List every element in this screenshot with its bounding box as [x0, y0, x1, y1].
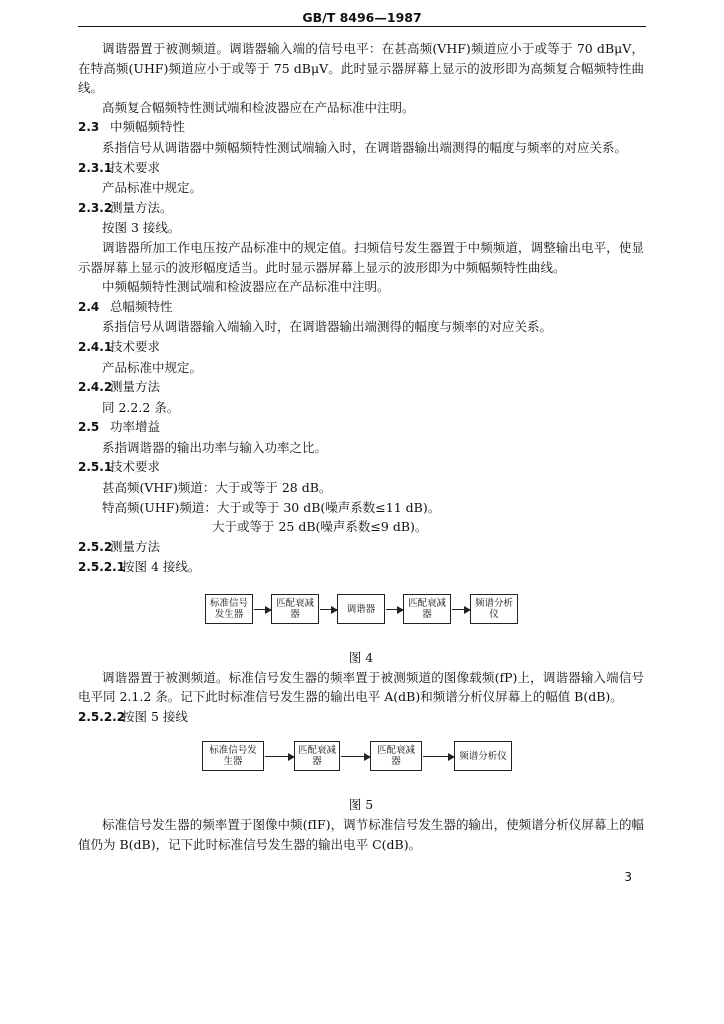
section-number: 2.5.2: [78, 539, 113, 554]
figure-caption: 图 5: [348, 797, 374, 813]
section-heading: [78, 557, 644, 578]
section-title: 功率增益: [110, 419, 161, 435]
paragraph: 高频复合幅频特性测试端和检波器应在产品标准中注明。: [102, 99, 415, 115]
section-heading: [78, 457, 644, 478]
paragraph: 调谐器所加工作电压按产品标准中的规定值。扫频信号发生器置于中频频道，调整输出电平，使显示器屏幕上显示的波形幅度适当。此时显示器屏幕上显示的波形即为中频幅频特性曲线。: [78, 239, 644, 275]
section-heading: [78, 198, 644, 219]
arrow: [341, 756, 370, 757]
fig4-block: 匹配衰减器: [271, 594, 319, 624]
section-title: 测量方法: [110, 379, 161, 395]
figure-5-diagram: [78, 737, 644, 795]
fig5-block: 匹配衰减器: [370, 741, 422, 771]
arrow: [386, 609, 403, 610]
section-title: 按图 5 接线: [122, 708, 188, 724]
section-title: 测量方法。: [110, 199, 173, 215]
section-heading: [78, 158, 644, 179]
fig5-block: 匹配衰减器: [294, 741, 340, 771]
arrow: [265, 756, 294, 757]
paragraph: 产品标准中规定。: [102, 359, 203, 375]
section-heading: [78, 337, 644, 358]
section-number: 2.5: [78, 420, 100, 435]
section-title: 总幅频特性: [110, 298, 173, 314]
paragraph: 大于或等于 25 dB(噪声系数≤9 dB)。: [212, 519, 428, 535]
fig5-block: 标准信号发生器: [202, 741, 264, 771]
section-number: 2.5.1: [78, 460, 113, 475]
fig4-block: 频谱分析仪: [470, 594, 518, 624]
arrow: [254, 609, 271, 610]
paragraph: 调谐器置于被测频道。标准信号发生器的频率置于被测频道的图像载频(fP)上，调谐器输入端信号电平同 2.1.2 条。记下此时标准信号发生器的输出电平 A(dB)和频谱分析仪屏幕上的幅值 B(dB)。: [78, 669, 644, 705]
fig4-block: 标准信号发生器: [205, 594, 253, 624]
paragraph: 特高频(UHF)频道：大于或等于 30 dB(噪声系数≤11 dB)。: [102, 499, 441, 515]
section-heading: [78, 417, 644, 438]
paragraph: 系指信号从调谐器中频幅频特性测试端输入时，在调谐器输出端测得的幅度与频率的对应关系。: [102, 139, 628, 155]
paragraph: 系指信号从调谐器输入端输入时，在调谐器输出端测得的幅度与频率的对应关系。: [102, 319, 553, 335]
section-number: 2.4.2: [78, 380, 113, 395]
arrow: [320, 609, 337, 610]
figure-caption: 图 4: [348, 650, 374, 666]
section-title: 测量方法: [110, 538, 161, 554]
paragraph: 按图 3 接线。: [102, 220, 181, 236]
paragraph: 中频幅频特性测试端和检波器应在产品标准中注明。: [102, 279, 390, 295]
fig5-block: 频谱分析仪: [454, 741, 512, 771]
fig4-block: 调谐器: [337, 594, 385, 624]
section-number: 2.3.1: [78, 160, 113, 175]
section-title: 技术要求: [110, 338, 161, 354]
section-title: 技术要求: [110, 159, 161, 175]
paragraph: 产品标准中规定。: [102, 180, 203, 196]
section-title: 按图 4 接线。: [122, 559, 201, 575]
paragraph: 同 2.2.2 条。: [102, 399, 180, 415]
paragraph: 系指调谐器的输出功率与输入功率之比。: [102, 439, 328, 455]
section-number: 2.4.1: [78, 339, 113, 354]
section-title: 技术要求: [110, 459, 161, 475]
paragraph: 标准信号发生器的频率置于图像中频(fIF)，调节标准信号发生器的输出，使频谱分析仪屏幕上的幅值仍为 B(dB)，记下此时标准信号发生器的输出电平 C(dB)。: [78, 817, 644, 852]
page-header: GB/T 8496—1987: [302, 10, 422, 25]
page-content: [78, 39, 644, 854]
section-number: 2.3.2: [78, 200, 113, 215]
section-number: 2.5.2.1: [78, 560, 126, 575]
paragraph: 调谐器置于被测频道。调谐器输入端的信号电平：在甚高频(VHF)频道应小于或等于 70 dBμV，在特高频(UHF)频道应小于或等于 75 dBμV。此时显示器屏幕上显示的波形即为高频复合幅频特性曲线。: [78, 41, 644, 96]
paragraph: 甚高频(VHF)频道：大于或等于 28 dB。: [102, 480, 332, 496]
section-heading: [78, 537, 644, 558]
figure-4-diagram: [78, 590, 644, 648]
section-heading: [78, 377, 644, 398]
section-title: 中频幅频特性: [110, 119, 186, 135]
arrow: [452, 609, 470, 610]
fig4-block: 匹配衰减器: [403, 594, 451, 624]
section-heading: [78, 117, 644, 138]
page-number: 3: [624, 870, 632, 884]
section-number: 2.5.2.2: [78, 709, 126, 724]
section-number: 2.3: [78, 120, 100, 135]
arrow: [423, 756, 454, 757]
section-heading: [78, 297, 644, 318]
header-rule: [78, 26, 646, 27]
section-heading: [78, 707, 644, 728]
section-number: 2.4: [78, 299, 100, 314]
